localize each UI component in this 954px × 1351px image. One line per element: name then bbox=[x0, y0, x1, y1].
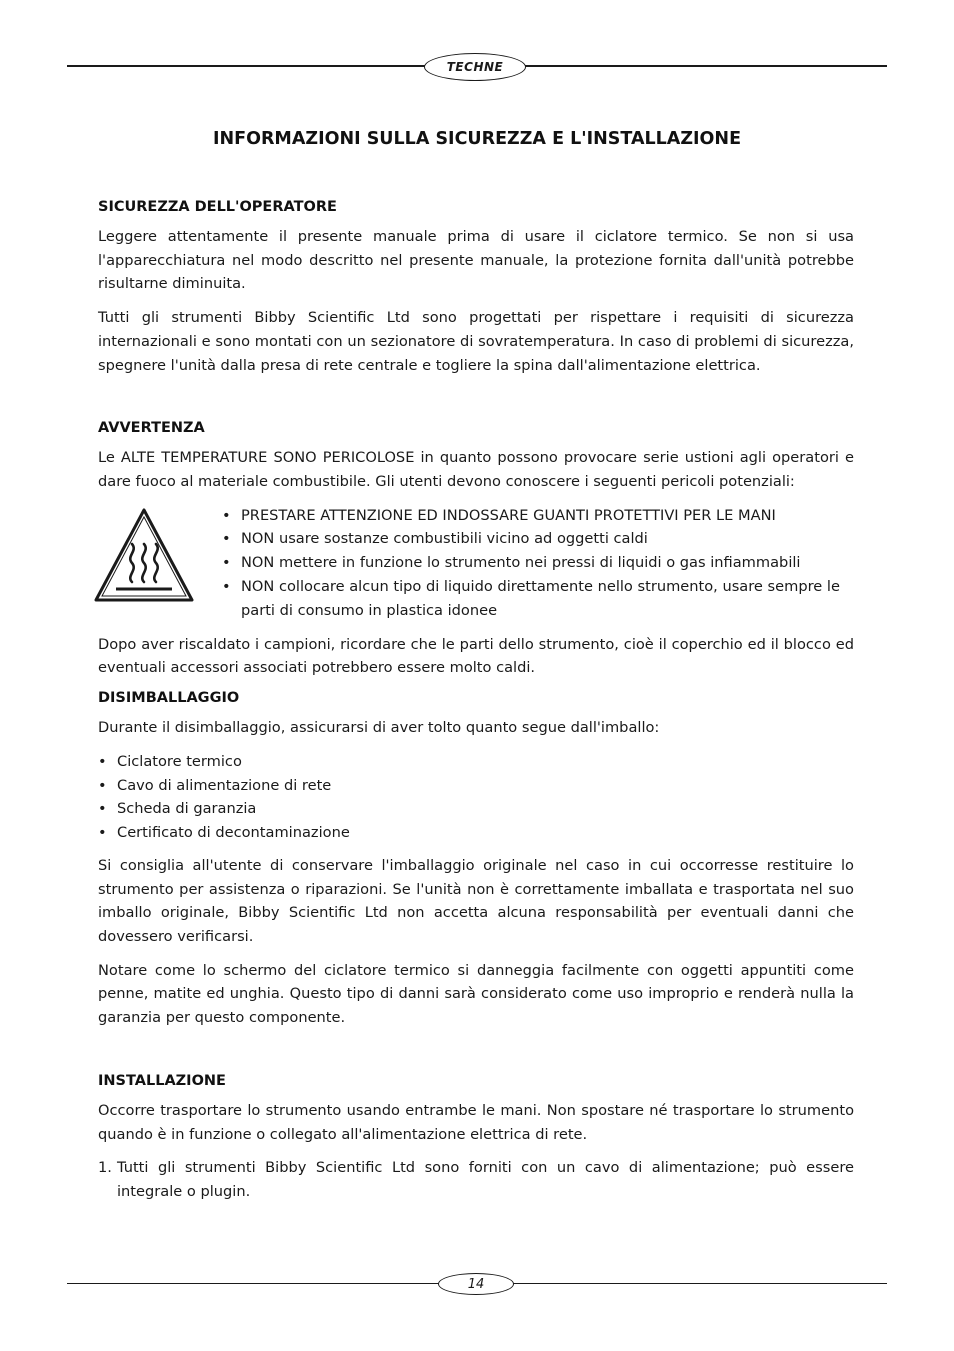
section-spacer bbox=[98, 387, 854, 420]
unpacking-paragraph-3: Notare come lo schermo del ciclatore termico si danneggia facilmente con oggetti appuntiti come penne, matite ed unghia. Questo tipo di danni sarà considerato come uso improprio e renderà nulla la garanzia per questo componente. bbox=[98, 961, 854, 1027]
warning-section bbox=[98, 420, 854, 680]
list-item: • Ciclatore termico bbox=[98, 752, 242, 770]
page-title: INFORMAZIONI SULLA SICUREZZA E L'INSTALLAZIONE bbox=[212, 129, 742, 149]
installation-section bbox=[98, 1073, 854, 1204]
list-item: 1. Tutti gli strumenti Bibby Scientific Ltd sono forniti con un cavo di alimentazione; può essere integrale o plugin. bbox=[98, 1159, 854, 1200]
installation-heading: INSTALLAZIONE bbox=[98, 1072, 226, 1089]
page-number: 14 bbox=[467, 1276, 485, 1292]
list-item: • PRESTARE ATTENZIONE ED INDOSSARE GUANTI PROTETTIVI PER LE MANI bbox=[222, 506, 776, 524]
list-item: • Certificato di decontaminazione bbox=[98, 824, 350, 842]
operator-safety-heading: SICUREZZA DELL'OPERATORE bbox=[98, 199, 337, 215]
warning-row bbox=[98, 504, 854, 623]
warning-bullet-list bbox=[222, 504, 854, 623]
hot-surface-triangle-icon bbox=[92, 506, 196, 604]
installation-paragraph-1: Occorre trasportare lo strumento usando entrambe le mani. Non spostare né trasportare lo strumento quando è in funzione o collegato all'alimentazione elettrica di rete. bbox=[98, 1101, 854, 1143]
hot-surface-warning-icon bbox=[92, 504, 222, 623]
warning-heading: AVVERTENZA bbox=[98, 420, 205, 437]
list-item: • Scheda di garanzia bbox=[98, 800, 257, 818]
unpacking-section bbox=[98, 690, 854, 1030]
page-number-badge bbox=[438, 1273, 514, 1295]
warning-paragraph-1: Le ALTE TEMPERATURE SONO PERICOLOSE in quanto possono provocare serie ustioni agli operatori e dare fuoco al materiale combustibile. Gli utenti devono conoscere i seguenti pericoli potenziali: bbox=[98, 449, 854, 490]
list-item: • NON collocare alcun tipo di liquido direttamente nello strumento, usare sempre le parti di consumo in plastica idonee bbox=[222, 578, 840, 619]
operator-safety-section bbox=[98, 199, 854, 377]
unpacking-bullet-list bbox=[98, 750, 854, 845]
list-item: • NON mettere in funzione lo strumento nei pressi di liquidi o gas infiammabili bbox=[222, 554, 801, 572]
page-content bbox=[98, 199, 854, 1204]
warning-paragraph-2: Dopo aver riscaldato i campioni, ricordare che le parti dello strumento, cioè il coperchio ed il blocco ed eventuali accessori associati potrebbero essere molto caldi. bbox=[98, 635, 854, 677]
unpacking-paragraph-2: Si consiglia all'utente di conservare l'imballaggio originale nel caso in cui occorresse restituire lo strumento per assistenza o riparazioni. Se l'unità non è correttamente imballata e trasportata nel suo imballo originale, Bibby Scientific Ltd non accetta alcuna responsabilità per eventuali danni che dovessero verificarsi. bbox=[98, 856, 854, 946]
operator-safety-paragraph-1: Leggere attentamente il presente manuale prima di usare il ciclatore termico. Se non si usa l'apparecchiatura nel modo descritto nel presente manuale, la protezione fornita dall'unità potrebbe risultarne diminuita. bbox=[98, 228, 854, 293]
techne-logo bbox=[424, 53, 526, 81]
installation-numbered-list bbox=[98, 1156, 854, 1203]
logo-text: TECHNE bbox=[446, 60, 504, 74]
list-item: • Cavo di alimentazione di rete bbox=[98, 776, 332, 794]
unpacking-paragraph-1: Durante il disimballaggio, assicurarsi di aver tolto quanto segue dall'imballo: bbox=[98, 719, 660, 737]
unpacking-heading: DISIMBALLAGGIO bbox=[98, 690, 240, 707]
operator-safety-paragraph-2: Tutti gli strumenti Bibby Scientific Ltd sono progettati per rispettare i requisiti di sicurezza internazionali e sono montati con un sezionatore di sovratemperatura. In caso di problemi di sicurezza, spegnere l'unità dalla presa di rete centrale e togliere la spina dall'alimentazione elettrica. bbox=[98, 309, 854, 374]
section-spacer bbox=[98, 1040, 854, 1073]
list-item: • NON usare sostanze combustibili vicino ad oggetti caldi bbox=[222, 530, 648, 548]
